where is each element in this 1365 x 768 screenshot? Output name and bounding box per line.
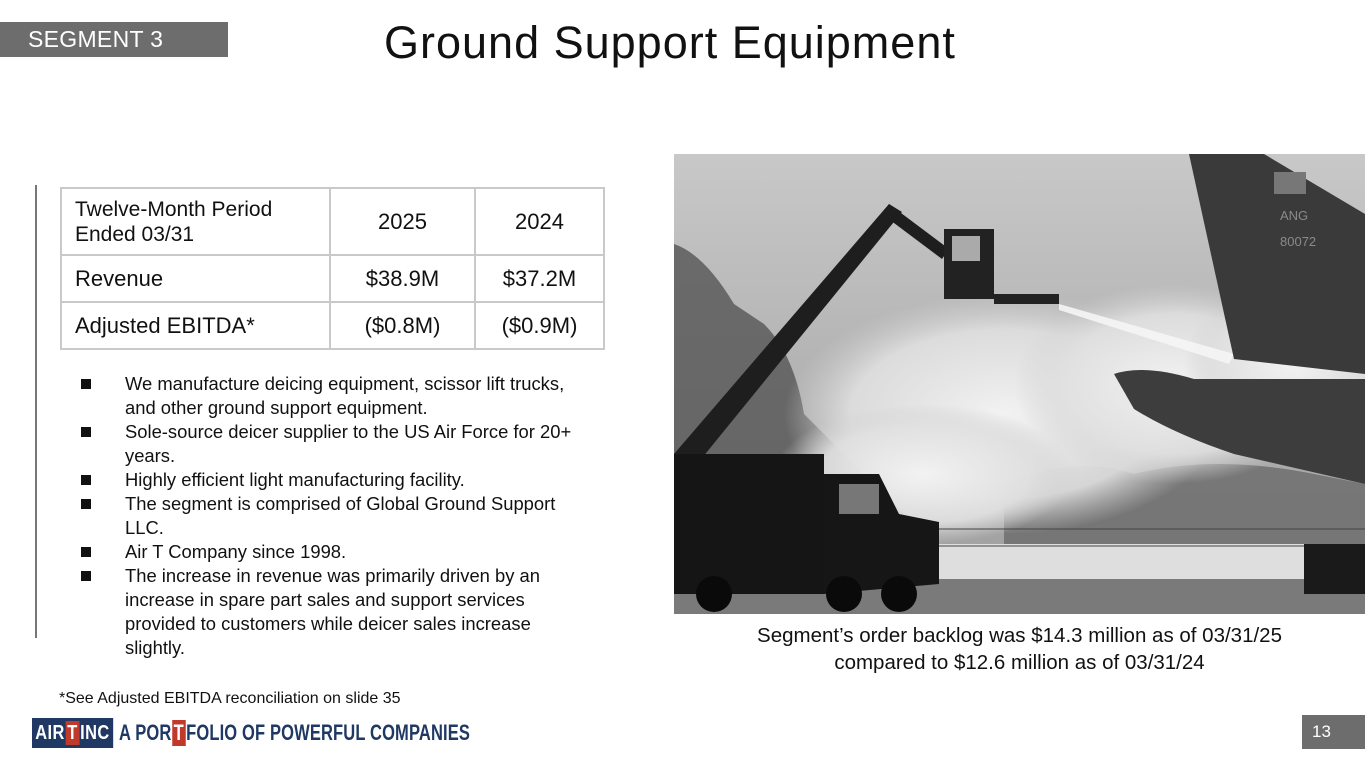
logo-tagline <box>119 720 470 746</box>
table-header-row <box>61 188 604 255</box>
tagline-part: FOLIO OF POWERFUL COMPANIES <box>185 720 470 745</box>
table-header-cell: 2025 <box>330 188 475 255</box>
table-header-cell: 2024 <box>475 188 604 255</box>
list-item <box>80 372 580 420</box>
footnote: *See Adjusted EBITDA reconciliation on slide 35 <box>59 690 401 707</box>
table-cell: Adjusted EBITDA* <box>61 302 330 349</box>
square-bullet-icon <box>81 427 91 437</box>
bullet-text: We manufacture deicing equipment, scissor lift trucks, and other ground support equipment. <box>125 373 565 418</box>
air-t-logo <box>32 718 587 748</box>
logo-air: AIR <box>35 722 65 744</box>
square-bullet-icon <box>81 571 91 581</box>
list-item <box>80 564 580 660</box>
table-cell: ($0.8M) <box>330 302 475 349</box>
tagline-part: A POR <box>118 720 172 745</box>
logo-t: T <box>67 722 78 744</box>
table-header-cell: Twelve-Month Period Ended 03/31 <box>61 188 330 255</box>
square-bullet-icon <box>81 475 91 485</box>
bullet-text: Air T Company since 1998. <box>125 541 347 562</box>
bullet-text: Highly efficient light manufacturing facility. <box>125 469 465 490</box>
caption-line: Segment’s order backlog was $14.3 million as of 03/31/25 <box>757 624 1282 647</box>
table-cell: $37.2M <box>475 255 604 302</box>
bullet-text: The increase in revenue was primarily driven by an increase in spare part sales and support services provided to customers while deicer sales increase slightly. <box>125 565 541 658</box>
deicing-illustration <box>674 154 1365 614</box>
financials-table <box>60 187 605 350</box>
page-number: 13 <box>1302 715 1365 749</box>
list-item <box>80 540 580 564</box>
tagline-t: T <box>173 720 184 745</box>
list-item <box>80 420 580 468</box>
list-item <box>80 468 580 492</box>
table-row <box>61 255 604 302</box>
table-row <box>61 302 604 349</box>
bullet-list <box>80 372 580 660</box>
table-cell: ($0.9M) <box>475 302 604 349</box>
list-item <box>80 492 580 540</box>
bullet-text: The segment is comprised of Global Ground Support LLC. <box>125 493 556 538</box>
square-bullet-icon <box>81 379 91 389</box>
backlog-caption <box>674 622 1365 676</box>
square-bullet-icon <box>81 499 91 509</box>
logo-wordmark <box>32 718 113 748</box>
deicing-photo <box>674 154 1365 614</box>
square-bullet-icon <box>81 547 91 557</box>
logo-inc: INC <box>80 722 110 744</box>
table-cell: Revenue <box>61 255 330 302</box>
page-title: Ground Support Equipment <box>384 17 956 68</box>
bullet-text: Sole-source deicer supplier to the US Air Force for 20+ years. <box>125 421 572 466</box>
segment-tag: SEGMENT 3 <box>0 22 228 57</box>
left-divider <box>35 185 37 638</box>
tail-marking: 80072 <box>1280 234 1317 249</box>
table-cell: $38.9M <box>330 255 475 302</box>
tail-marking: ANG <box>1280 208 1309 223</box>
caption-line: compared to $12.6 million as of 03/31/24 <box>834 651 1205 674</box>
